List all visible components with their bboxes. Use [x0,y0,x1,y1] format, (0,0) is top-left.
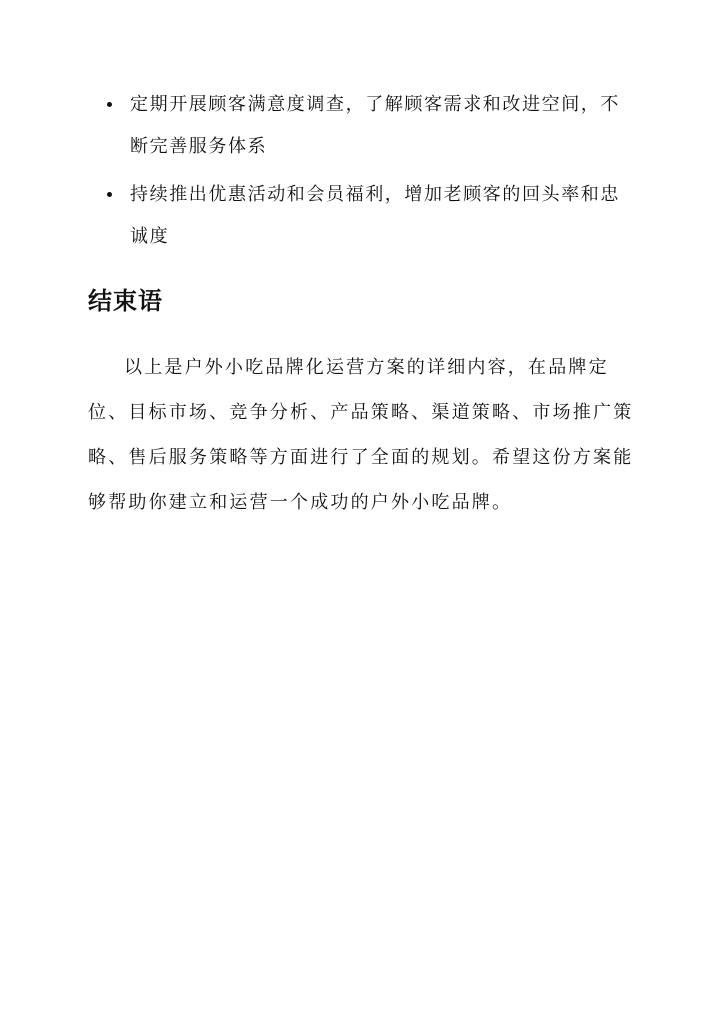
section-heading: 结束语 [88,286,163,315]
bullet-dot-icon [107,102,112,107]
bullet-dot-icon [107,192,112,197]
bullet-item [88,84,633,168]
bullet-text: 定期开展顾客满意度调查，了解顾客需求和改进空间，不断完善服务体系 [130,94,620,157]
bullet-list [88,84,633,264]
bullet-item [88,174,633,258]
bullet-text: 持续推出优惠活动和会员福利，增加老顾客的回头率和忠诚度 [130,184,620,247]
section-paragraph: 以上是户外小吃品牌化运营方案的详细内容，在品牌定位、目标市场、竞争分析、产品策略、渠道策略、市场推广策略、售后服务策略等方面进行了全面的规划。希望这份方案能够帮助你建立和运营一个成功的户外小吃品牌。 [88,357,634,513]
